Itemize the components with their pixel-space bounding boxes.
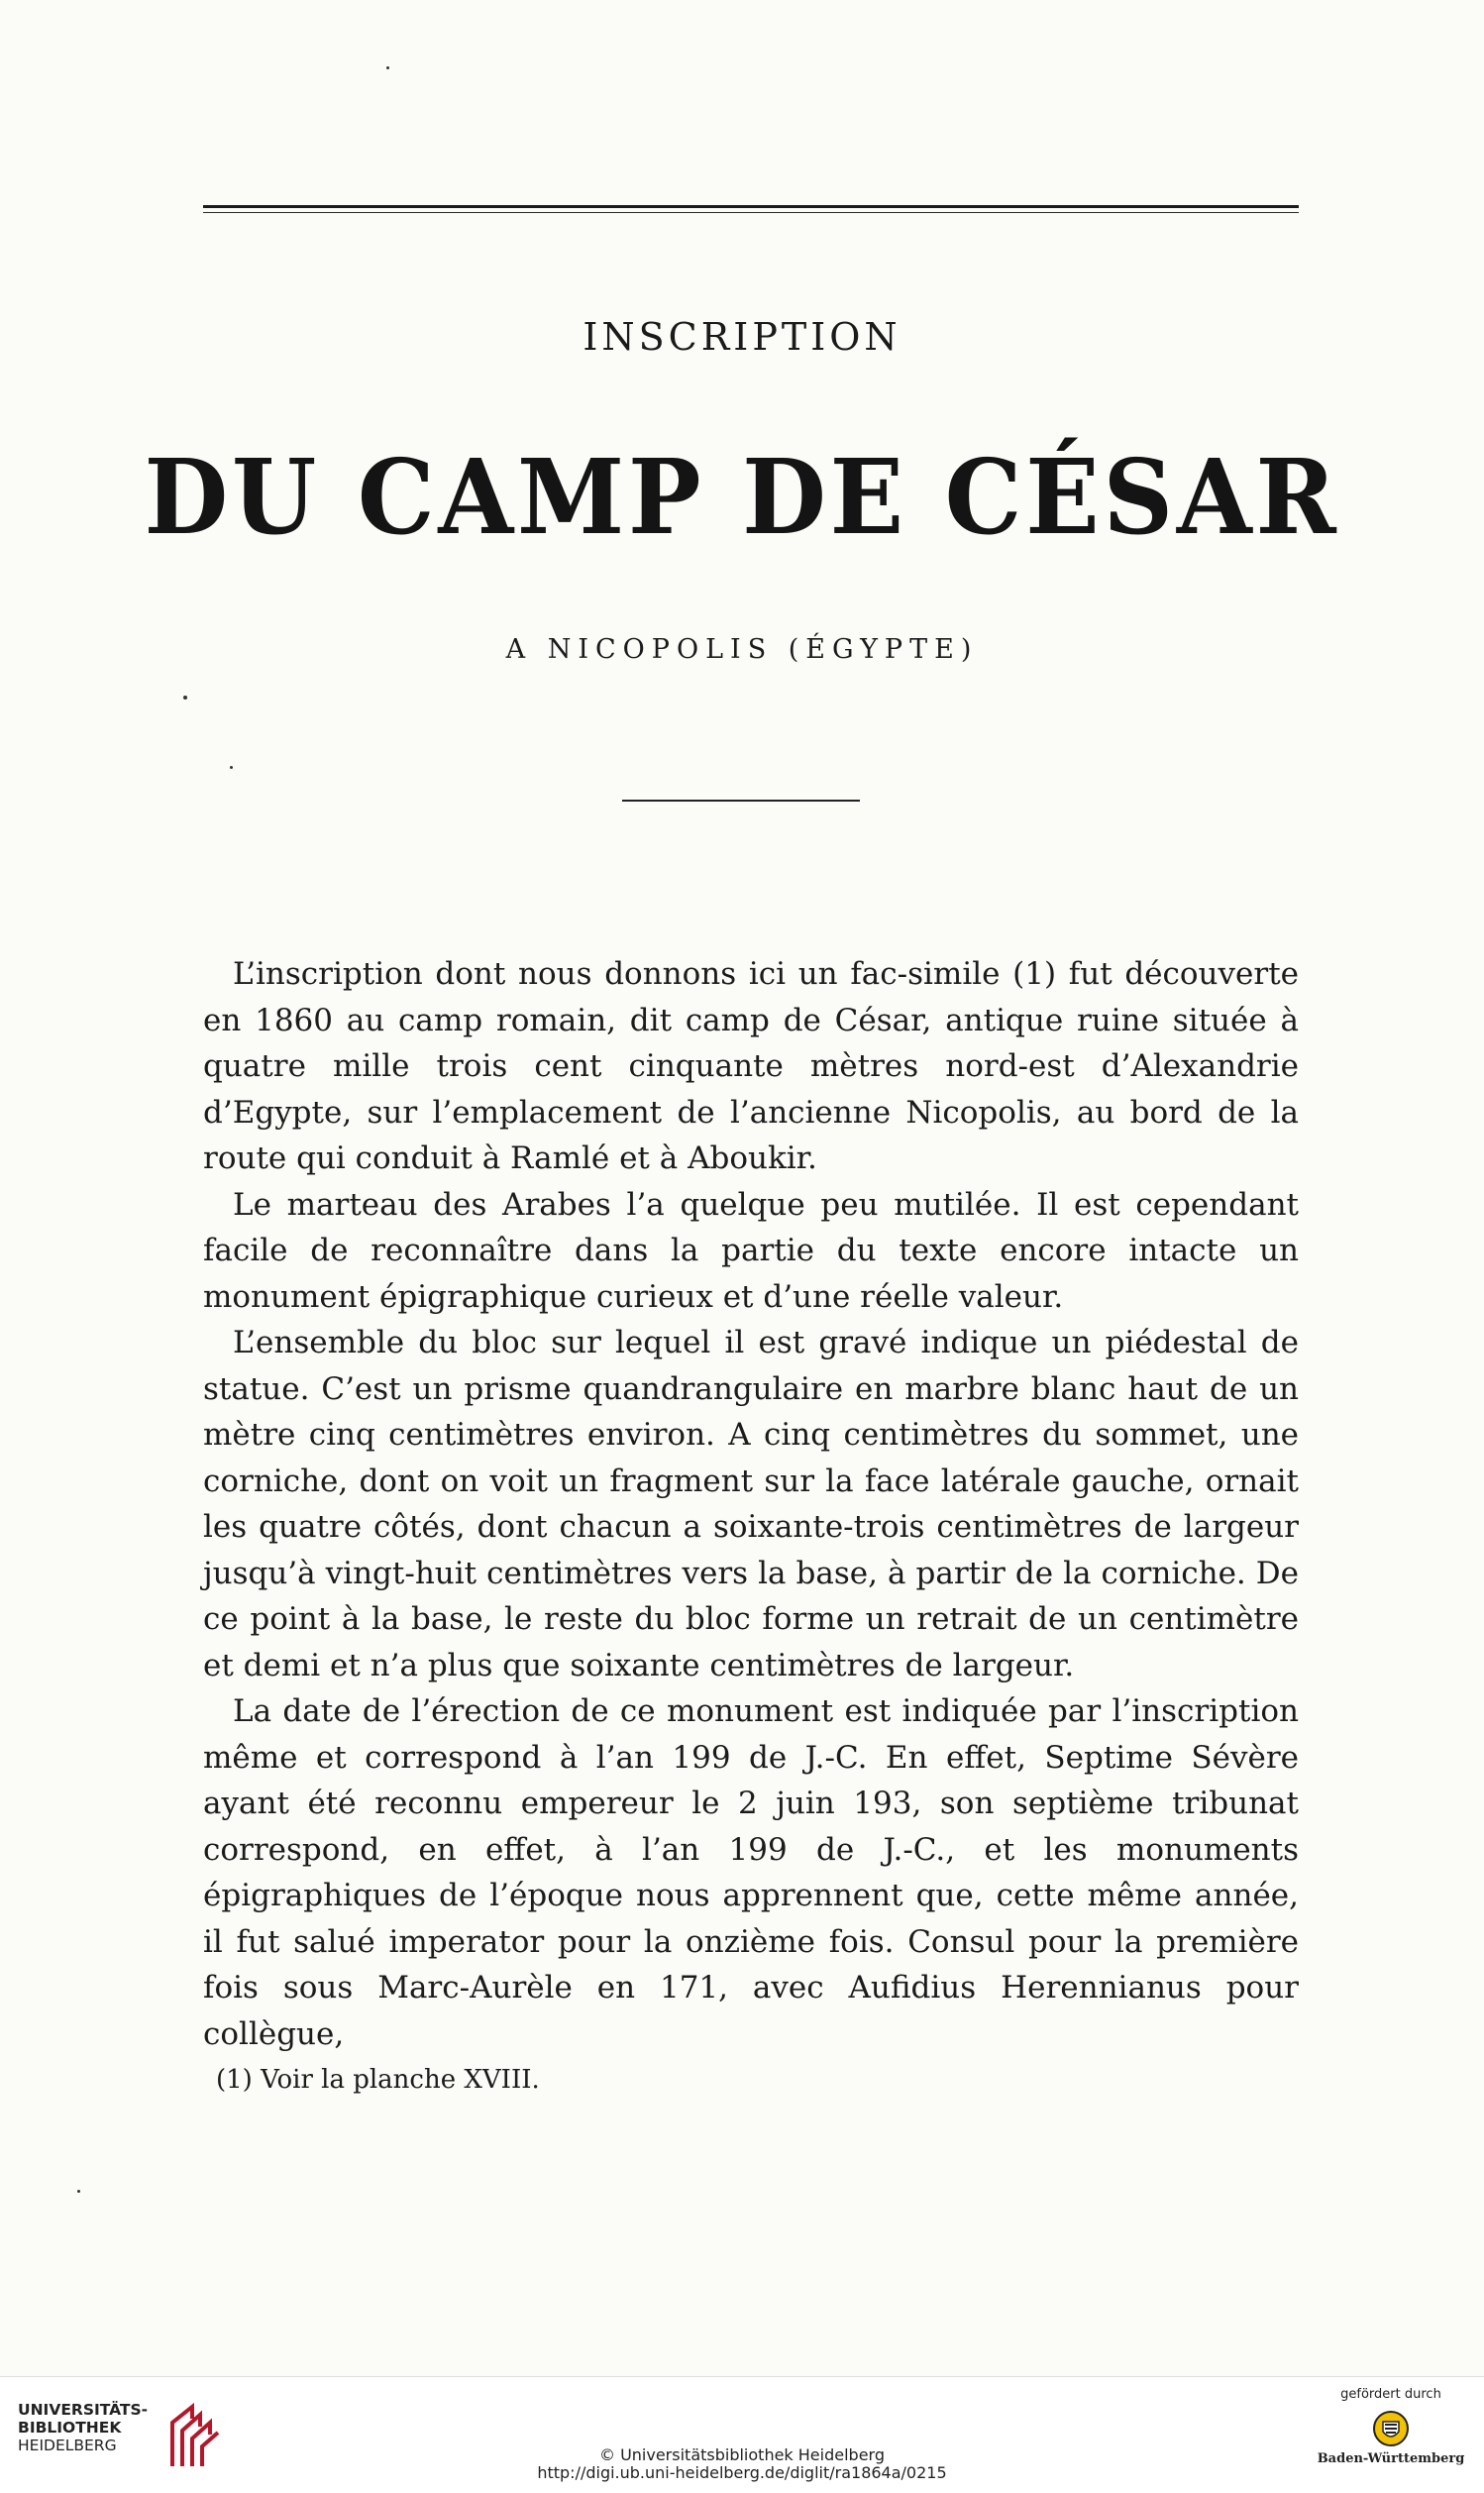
header-rule-thin (203, 212, 1299, 213)
state-crest-icon (1372, 2410, 1410, 2447)
title-divider (622, 800, 860, 802)
permalink[interactable]: http://digi.ub.uni-heidelberg.de/diglit/ra1864a/0215 (537, 2463, 947, 2482)
article-kicker: INSCRIPTION (583, 315, 901, 359)
paragraph: Le marteau des Arabes l’a quelque peu mutilée. Il est cependant facile de reconnaître dans la partie du texte encore intacte un monument épigraphique curieux et d’une réelle valeur. (203, 1186, 1299, 1315)
library-name-line: UNIVERSITÄTS- (18, 2401, 149, 2419)
paragraph: La date de l’érection de ce monument est indiquée par l’inscription même et correspond à l’an 199 de J.-C. En effet, Septime Sévère ayant été reconnu empereur le 2 juin 193, son septième tribunat correspond, en effet, à l’an 199 de J.-C., et les monuments épigraphiques de l’époque nous apprennent que, cette même année, il fut salué imperator pour la onzième fois. Consul pour la première fois sous Marc-Aurèle en 171, avec Aufidius Herennianus pour collègue, (203, 1693, 1299, 2052)
copyright-text: © Universitätsbibliothek Heidelberg (598, 2445, 885, 2464)
footer-credits (0, 2446, 1484, 2482)
article-title: DU CAMP DE CÉSAR (144, 436, 1340, 558)
library-name-line: BIBLIOTHEK (18, 2419, 122, 2437)
header-rule-thick (203, 205, 1299, 208)
scan-speck (183, 696, 187, 700)
funder-label: gefördert durch (1340, 2387, 1441, 2402)
library-name-line: HEIDELBERG (18, 2437, 117, 2454)
scan-speck (230, 766, 233, 769)
funder-block[interactable] (1312, 2387, 1470, 2466)
footer-bar (0, 2376, 1484, 2493)
scan-speck (77, 2190, 80, 2193)
article-subtitle: A NICOPOLIS (ÉGYPTE) (505, 634, 979, 665)
paragraph: L’inscription dont nous donnons ici un fac-simile (1) fut découverte en 1860 au camp romain, dit camp de César, antique ruine située à quatre mille trois cent cinquante mètres nord-est d’Alexandrie d’Egypte, sur l’emplacement de l’ancienne Nicopolis, au bord de la route qui conduit à Ramlé et à Aboukir. (203, 956, 1299, 1176)
paragraph: L’ensemble du bloc sur lequel il est gravé indique un piédestal de statue. C’est un prisme quandrangulaire en marbre blanc haut de un mètre cinq centimètres environ. A cinq centimètres du sommet, une corniche, dont on voit un fragment sur la face latérale gauche, ornait les quatre côtés, dont chacun a soixante-trois centimètres de largeur jusqu’à vingt-huit centimètres vers la base, à partir de la corniche. De ce point à la base, le reste du bloc forme un retrait de un centimètre et demi et n’a plus que soixante centimètres de largeur. (203, 1325, 1299, 1683)
footnote: (1) Voir la planche XVIII. (216, 2065, 540, 2095)
article-body (203, 951, 1299, 2057)
scan-speck (386, 66, 389, 69)
funder-name: Baden-Württemberg (1317, 2451, 1465, 2466)
